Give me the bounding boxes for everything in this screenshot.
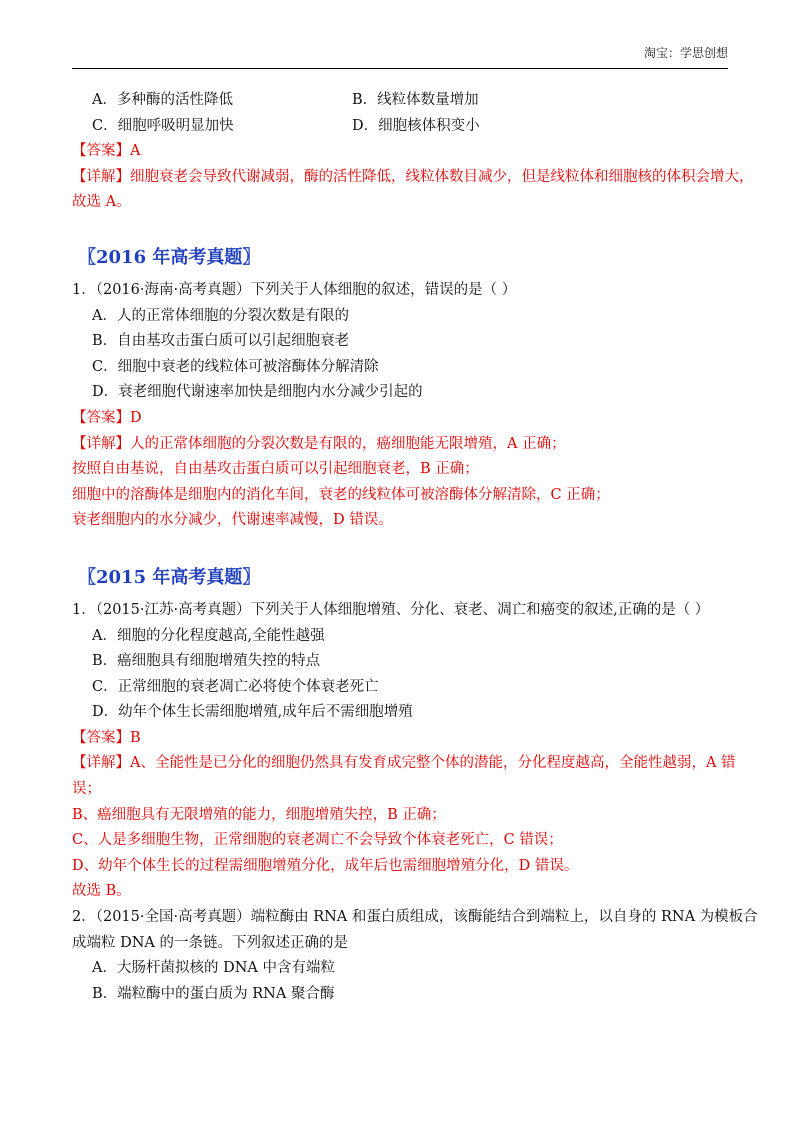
answer-line: 【答案】D	[72, 409, 142, 426]
explanation-line: B、癌细胞具有无限增殖的能力，细胞增殖失控，B 正确；	[72, 806, 446, 823]
question-2016-1	[72, 278, 728, 534]
option-a: A．大肠杆菌拟核的 DNA 中含有端粒	[92, 960, 335, 977]
explanation-line: 【详解】人的正常体细胞的分裂次数是有限的，癌细胞能无限增殖，A 正确；	[72, 435, 566, 452]
option-d: D．衰老细胞代谢速率加快是细胞内水分减少引起的	[92, 384, 423, 401]
explanation-line: 细胞中的溶酶体是细胞内的消化车间，衰老的线粒体可被溶酶体分解清除，C 正确；	[72, 486, 610, 503]
option-b: B．线粒体数量增加	[352, 92, 479, 108]
option-a: A．细胞的分化程度越高,全能性越强	[92, 627, 325, 644]
question-2015-2	[72, 905, 758, 1007]
explanation-line: 按照自由基说，自由基攻击蛋白质可以引起细胞衰老，B 正确；	[72, 461, 479, 478]
conclusion-line: 故选 B。	[72, 883, 131, 900]
question-2015-1	[72, 598, 736, 905]
explanation-line: 【详解】细胞衰老会导致代谢减弱，酶的活性降低，线粒体数目减少，但是线粒体和细胞核的体积会增大，	[72, 168, 754, 185]
top-question-block	[72, 88, 754, 216]
answer-line: 【答案】A	[72, 143, 141, 160]
document-body	[72, 88, 758, 1007]
explanation-line: D、幼年个体生长的过程需细胞增殖分化，成年后也需细胞增殖分化，D 错误。	[72, 857, 579, 874]
option-c: C．正常细胞的衰老凋亡必将使个体衰老死亡	[92, 678, 379, 695]
option-b: B．癌细胞具有细胞增殖失控的特点	[92, 653, 321, 670]
option-a: A．人的正常体细胞的分裂次数是有限的	[92, 307, 349, 324]
answer-line: 【答案】B	[72, 729, 141, 746]
question-stem: 成端粒 DNA 的一条链。下列叙述正确的是	[72, 934, 349, 951]
option-b: B．自由基攻击蛋白质可以引起细胞衰老	[92, 333, 350, 350]
section-title-2016: 〖2016 年高考真题〗	[78, 246, 261, 268]
option-row	[72, 88, 728, 114]
option-b: B．端粒酶中的蛋白质为 RNA 聚合酶	[92, 985, 335, 1002]
header-source-text: 淘宝：学思创想	[643, 46, 728, 60]
section-title-2015: 〖2015 年高考真题〗	[78, 566, 261, 588]
question-stem: 1．（2016·海南·高考真题）下列关于人体细胞的叙述，错误的是（ ）	[72, 281, 517, 298]
question-stem: 2．（2015·全国·高考真题）端粒酶由 RNA 和蛋白质组成，该酶能结合到端粒上，以自身的 RNA 为模板合	[72, 909, 758, 926]
explanation-line: C、人是多细胞生物，正常细胞的衰老凋亡不会导致个体衰老死亡，C 错误；	[72, 832, 563, 849]
question-stem: 1．（2015·江苏·高考真题）下列关于人体细胞增殖、分化、衰老、凋亡和癌变的叙述,正确的是（ ）	[72, 601, 710, 618]
option-d: D．细胞核体积变小	[352, 117, 480, 134]
option-row	[72, 114, 728, 140]
explanation-line: 故选 A。	[72, 194, 131, 211]
explanation-line: 误；	[72, 781, 101, 798]
header-divider	[72, 68, 728, 69]
option-d: D．幼年个体生长需细胞增殖,成年后不需细胞增殖	[92, 704, 413, 721]
explanation-line: 衰老细胞内的水分减少，代谢速率减慢，D 错误。	[72, 512, 393, 529]
option-a: A．多种酶的活性降低	[92, 92, 233, 108]
option-c: C．细胞呼吸明显加快	[92, 117, 234, 134]
option-c: C．细胞中衰老的线粒体可被溶酶体分解清除	[92, 358, 379, 375]
explanation-line: 【详解】A、全能性是已分化的细胞仍然具有发育成完整个体的潜能，分化程度越高，全能性越弱，A 错	[72, 755, 736, 772]
